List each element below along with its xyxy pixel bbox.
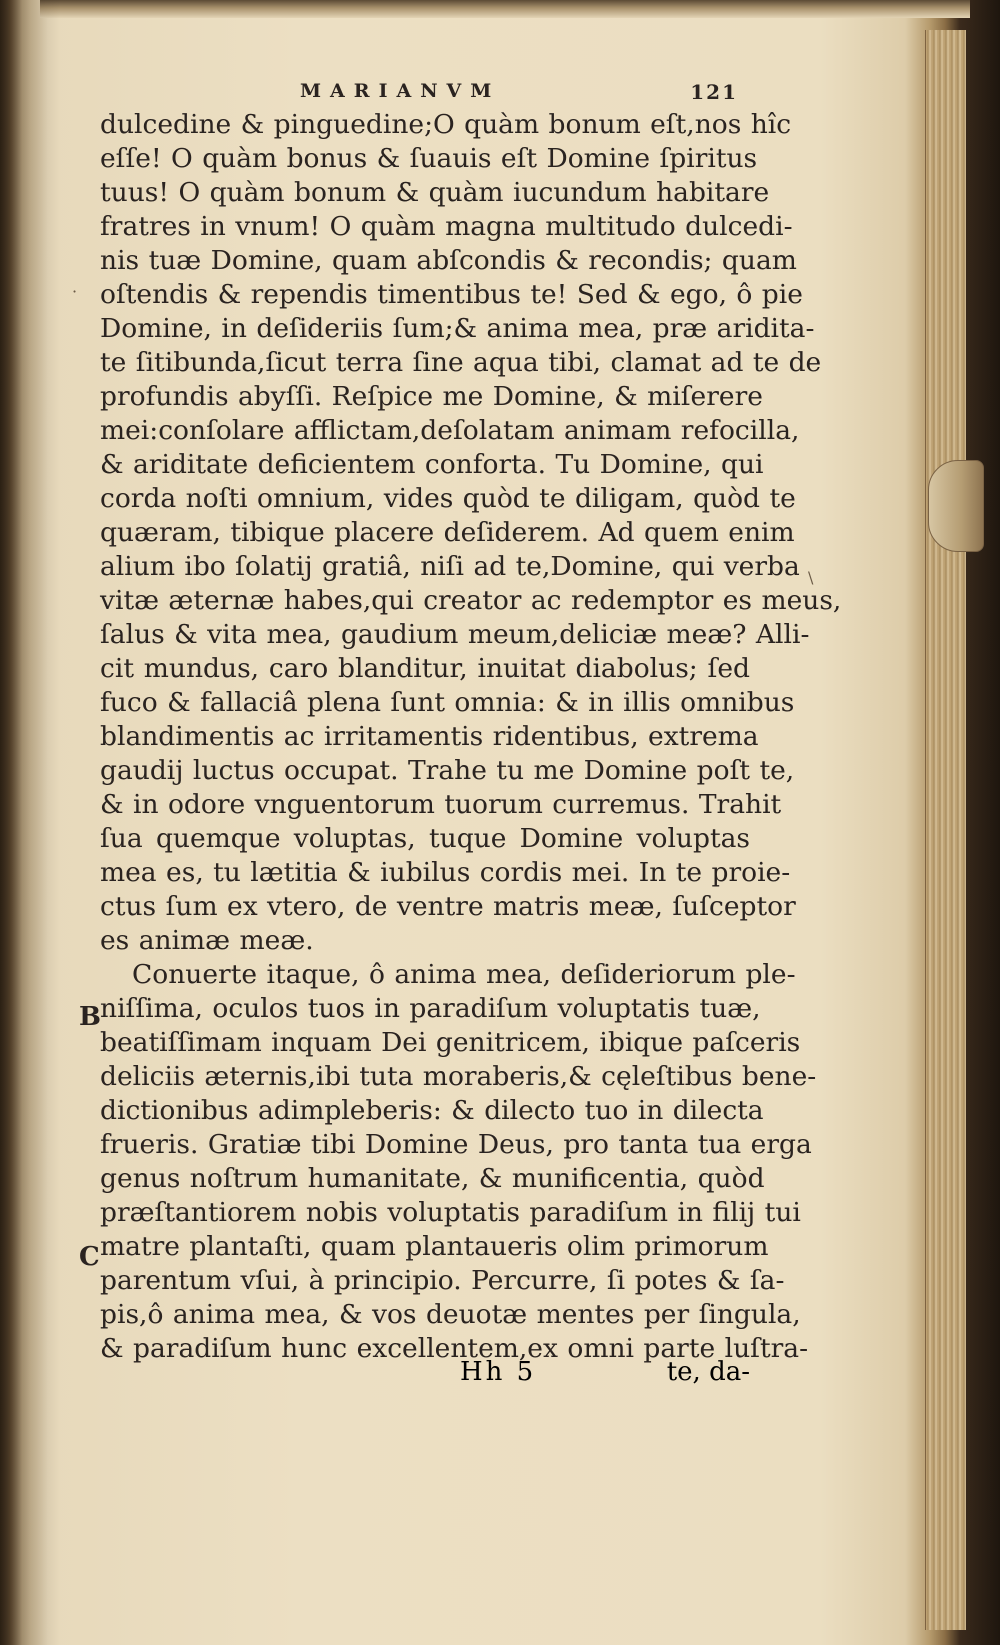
- page-top-edge: [40, 0, 970, 18]
- text-line: mei:conſolare afflictam,deſolatam animam refocilla,: [100, 415, 800, 446]
- running-head: [100, 76, 750, 108]
- footer-line: [100, 1357, 750, 1391]
- text-line: & in odore vnguentorum tuorum curremus. Trahit: [100, 789, 782, 820]
- margin-letter-c: C: [79, 1242, 100, 1272]
- text-line: pis,ô anima mea, & vos deuotæ mentes per ſingula,: [100, 1299, 801, 1330]
- text-line: mea es, tu lætitia & iubilus cordis mei. In te proie-: [100, 857, 791, 888]
- text-line: ſua quemque voluptas, tuque Domine voluptas: [100, 823, 750, 854]
- text-line: Domine, in deſideriis ſum;& anima mea, præ aridita-: [100, 313, 815, 344]
- text-line: deliciis æternis,ibi tuta moraberis,& cęleſtibus bene-: [100, 1061, 817, 1092]
- text-line: beatiſſimam inquam Dei genitricem, ibique paſceris: [100, 1027, 801, 1058]
- running-head-title: MARIANVM: [300, 80, 501, 102]
- text-line: niſſima, oculos tuos in paradiſum voluptatis tuæ,: [100, 993, 761, 1024]
- text-line: cit mundus, caro blanditur, inuitat diabolus; ſed: [100, 653, 750, 684]
- text-line: & ariditate deficientem conforta. Tu Domine, qui: [100, 449, 764, 480]
- text-line: dulcedine & pinguedine;O quàm bonum eſt,nos hîc: [100, 109, 792, 140]
- text-line: frueris. Gratiæ tibi Domine Deus, pro tanta tua erga: [100, 1129, 812, 1160]
- stray-ink-mark: ·: [72, 282, 78, 301]
- text-line: blandimentis ac irritamentis ridentibus, extrema: [100, 721, 759, 752]
- gutter-shadow: [0, 0, 60, 1645]
- text-line: fuco & fallaciâ plena ſunt omnia: & in illis omnibus: [100, 687, 795, 718]
- text-line: genus noſtrum humanitate, & munificentia, quòd: [100, 1163, 765, 1194]
- signature-mark: Hh 5: [460, 1357, 537, 1387]
- fore-edge-pages: [925, 30, 966, 1630]
- text-line: oſtendis & rependis timentibus te! Sed & ego, ô pie: [100, 279, 803, 310]
- text-line: dictionibus adimpleberis: & dilecto tuo in dilecta: [100, 1095, 764, 1126]
- text-block: [100, 76, 842, 1366]
- text-line: corda noſti omnium, vides quòd te diligam, quòd te: [100, 483, 796, 514]
- paragraph-1: [100, 108, 842, 958]
- text-line: matre plantaſti, quam plantaueris olim primorum: [100, 1231, 769, 1262]
- text-line: & paradiſum hunc excellentem,ex omni parte luſtra-: [100, 1333, 809, 1364]
- paragraph-2: [100, 958, 817, 1366]
- text-line: vitæ æternæ habes,qui creator ac redemptor es meus,: [100, 585, 842, 616]
- text-line: alium ibo ſolatij gratiâ, niſi ad te,Domine, qui verba: [100, 551, 800, 582]
- text-line: profundis abyſſi. Reſpice me Domine, & miſerere: [100, 381, 763, 412]
- text-line: præſtantiorem nobis voluptatis paradiſum in filij tui: [100, 1197, 801, 1228]
- text-line: parentum vſui, à principio. Percurre, ſi potes & ſa-: [100, 1265, 785, 1296]
- page-tab-marker: [928, 460, 984, 552]
- text-line: quæram, tibique placere deſiderem. Ad quem enim: [100, 517, 795, 548]
- text-line: te ſitibunda,ſicut terra ſine aqua tibi, clamat ad te de: [100, 347, 822, 378]
- text-line: es animæ meæ.: [100, 925, 314, 956]
- text-line: eſſe! O quàm bonus & ſuauis eſt Domine ſpiritus: [100, 143, 758, 174]
- text-line: Conuerte itaque, ô anima mea, deſideriorum ple-: [132, 959, 796, 990]
- text-line: ctus ſum ex vtero, de ventre matris meæ, ſuſceptor: [100, 891, 796, 922]
- margin-letter-b: B: [79, 1002, 101, 1032]
- catchword: te, da-: [666, 1357, 750, 1387]
- text-line: gaudij luctus occupat. Trahe tu me Domine poſt te,: [100, 755, 795, 786]
- stray-ink-mark: \: [808, 568, 814, 587]
- text-line: ſalus & vita mea, gaudium meum,deliciæ meæ? Alli-: [100, 619, 810, 650]
- text-line: nis tuæ Domine, quam abſcondis & recondis; quam: [100, 245, 797, 276]
- page-number: 121: [690, 80, 738, 104]
- text-line: fratres in vnum! O quàm magna multitudo dulcedi-: [100, 211, 793, 242]
- text-line: tuus! O quàm bonum & quàm iucundum habitare: [100, 177, 770, 208]
